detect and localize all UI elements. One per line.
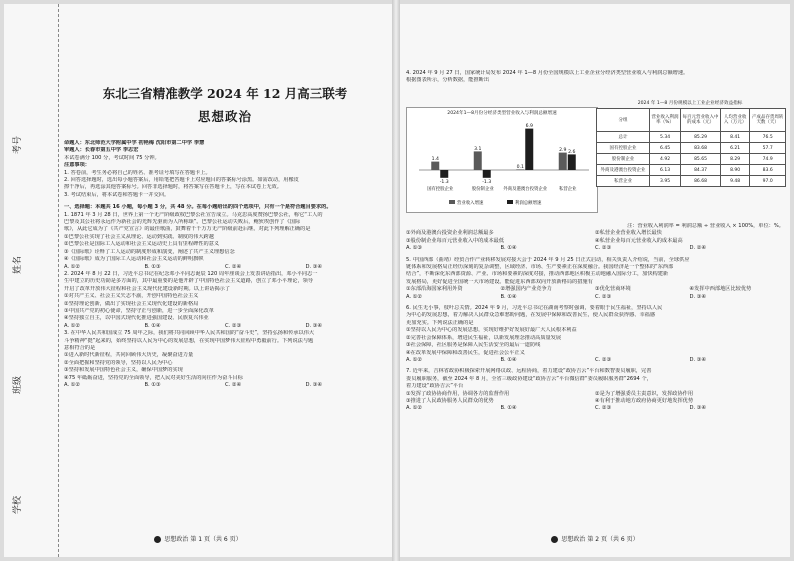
chart-bar: [525, 129, 533, 170]
question-line: ③《国际歌》诠释了工人运动的制度形成和演变，阐述了共产主义理想信念: [64, 248, 235, 255]
note-line: 擦干净后，再选涂其他答案标号。回答非选择题时，将答案写在答题卡上，写在本试卷上无效。: [64, 184, 282, 191]
chart-title: 2024年1—8月份分经济类型营业收入与利润总额增速: [447, 111, 557, 116]
table-cell: 8.29: [720, 154, 749, 165]
option-c: C. ②③: [595, 405, 612, 412]
option-a: A. ①③: [406, 245, 423, 252]
subject-title: 思想政治: [197, 109, 252, 124]
question-line: 委员履职服务，截至 2024 年 8 月，全省三级政协建设“政协吉云”平台微信群“委员履职服务群”2694 个，: [406, 375, 652, 382]
chart-data-label: 6.9: [525, 124, 533, 130]
chart-category-label: 股份制企业: [471, 187, 494, 192]
answer-options: [406, 294, 784, 301]
answer-options: [64, 323, 386, 330]
footer-text: 思想政治 第 2 页（共 6 页）: [561, 536, 639, 543]
option-b: B. ①③: [144, 263, 161, 270]
table-row: [597, 143, 786, 154]
note-line: 2. 回答选择题时，选出每小题答案后，用铅笔把答题卡上对应题目的答案标号涂黑。如需改动，用橡皮: [64, 177, 299, 184]
table-header-row: [597, 109, 786, 132]
answer-options: [406, 357, 784, 364]
chart-data-label: 1.4: [431, 157, 439, 163]
chart-bar: [559, 153, 567, 170]
question-line: ④《国际歌》成为了国际工人运动和社会主义运动的鲜明旗帜: [64, 256, 204, 263]
chart-data-label: 2.6: [568, 149, 576, 155]
margin-label-name: 姓名: [13, 255, 23, 274]
table-cell: 私营企业: [597, 176, 650, 187]
legend-label: 营业收入增速: [457, 200, 484, 206]
statement: ②增强国内产业竞争力: [500, 286, 552, 293]
option-a: A. ①②: [64, 263, 81, 270]
table-cell: 85.65: [681, 154, 721, 165]
chart-bar: [474, 151, 482, 170]
option-d: D. ③④: [305, 263, 323, 270]
page-2-body: [406, 223, 784, 413]
option-c: C. ②④: [225, 382, 242, 388]
option-c: C. ②③: [225, 322, 242, 329]
question-line: ③中国共产党的初心使命，坚持守正与创新，进一步全面深化改革: [64, 307, 214, 314]
question-line: 4. 2024 年 9 月 27 日，国家统计局发布 2024 年 1—8 月份全国规模以上工业企业分经济类型营业收入与利润总额增速。: [406, 70, 689, 76]
table-cell: 5.34: [650, 132, 681, 143]
binding-margin: [4, 4, 59, 557]
logo-icon: [551, 536, 558, 543]
question-line: 2. 2024 年 8 月 22 日，习近平总书记在纪念邓小平同志诞辰 120 周年座谈会上发表讲话指出，邓小平同志一: [64, 270, 318, 277]
table-header-cell: 人均营业收入（万元）: [720, 109, 749, 132]
chart-bar: [440, 170, 448, 178]
table-row: [597, 154, 786, 165]
logo-icon: [154, 536, 161, 543]
page-fold: [392, 0, 400, 561]
question-line: 意相符合的是: [64, 344, 96, 351]
table-cell: 74.9: [750, 154, 786, 165]
q4-statements: [406, 238, 784, 245]
table-title: 2024 年 1—8 月份规模以上工业企业经济效益指标: [637, 101, 743, 106]
question-1: [64, 212, 386, 271]
table-cell: 97.0: [750, 176, 786, 187]
question-line: 1. 1871 年 3 月 28 日，世界上第一个无产阶级政权巴黎公社宣告成立。马克思高度赞扬巴黎公社，称它“工人的: [64, 211, 323, 218]
page-2: [400, 4, 790, 557]
statement: ④发挥中西部地区比较优势: [689, 286, 752, 293]
question-line: 更加充实。下列说法正确的是: [406, 319, 474, 326]
table-cell: 6.13: [650, 165, 681, 176]
option-c: C. ②③: [595, 293, 612, 300]
option-b: B. ①④: [500, 356, 517, 363]
table-cell: 86.68: [681, 176, 721, 187]
chart-bar: [431, 162, 439, 170]
table-cell: 国有控股企业: [597, 143, 650, 154]
option-a: A. ①②: [406, 293, 423, 300]
footer-text: 思想政治 第 1 页（共 6 页）: [164, 536, 242, 543]
question-line: ①进入新时代新征程，共同回顾伟大历史，凝聚奋进力量: [64, 352, 194, 359]
statement: ③推进了人民政协服务人民群众的优势: [406, 397, 494, 404]
option-c: C. ②③: [595, 245, 612, 252]
question-line: ④75 年砥砺奋进，坚持党的全面领导，把人民对美好生活的向往作为奋斗目标: [64, 374, 243, 381]
chart-data-label: -1.3: [439, 179, 449, 185]
chart-data-label: 0.1: [516, 164, 524, 170]
note-line: 3. 考试结束后，将本试卷和答题卡一并交回。: [64, 191, 170, 198]
question-line: 发展格局，更好促进全国统一大市场建设。能促进东西部双向开放新格局的措施有: [406, 278, 593, 285]
table-header-cell: 分组: [597, 109, 650, 132]
efficiency-table: [596, 108, 786, 187]
question-line: ③坚持和发展中国特色社会主义，确保中国梦的实现: [64, 367, 183, 374]
option-b: B. ①④: [500, 245, 517, 252]
chart-data-label: 3.1: [474, 146, 482, 152]
option-d: D. ③④: [305, 382, 323, 388]
answer-options: [406, 405, 784, 412]
table-row: [597, 176, 786, 187]
option-d: D. ③④: [305, 322, 323, 329]
table-cell: 85.29: [681, 132, 721, 143]
question-line: ①对共产主义、社会主义矢志不渝，开创中国特色社会主义: [64, 293, 199, 300]
table-note: 注：营业收入利润率 = 利润总额 ÷ 营业收入 × 100%，单位：%。: [627, 223, 784, 229]
table-cell: 9.48: [720, 176, 749, 187]
question-3: [64, 330, 386, 389]
note-line: 1. 答卷前，考生务必将自己的姓名、准考证号填写在答题卡上。: [64, 169, 211, 176]
question-line: 5. 中国西部（曲靖）经贸合作产业转移发展对接大会于 2024 年 9 月 25 日正式启动，相关负责人介绍说，当前，全球供应: [406, 256, 690, 263]
option-a: A. ①②: [406, 405, 423, 412]
statement: ②是为了增强委员主责意识，发挥政协作用: [595, 390, 694, 397]
question-6: [406, 305, 784, 364]
page-1-footer: [4, 534, 392, 543]
question-2: [64, 271, 386, 330]
question-line: 为中心的发展思想，着力解决人民群众急难愁盼问题，在发展中保障和改善民生，使人民群众获得感、幸福感: [406, 312, 656, 319]
page-1-body: [64, 140, 386, 389]
meta-line: 本试卷满分 100 分，考试时间 75 分钟。: [64, 154, 160, 161]
option-a: A. ①②: [64, 322, 81, 329]
legend-label: 利润总额增速: [515, 200, 542, 206]
table-cell: 3.95: [650, 176, 681, 187]
table-cell: 83.6: [750, 165, 786, 176]
chart-svg: [407, 108, 597, 212]
chart-data-label: -1.3: [482, 179, 492, 185]
option-d: D. ③④: [689, 293, 707, 300]
option-b: B. ①③: [144, 382, 161, 388]
answer-options: [64, 264, 386, 271]
statement: ③社会保障，社区服务是保障人民生活安全的最后一道防线: [406, 342, 541, 349]
option-b: B. ①④: [144, 322, 161, 329]
chart-data-label: 2.9: [559, 148, 567, 154]
table-cell: 8.41: [720, 132, 749, 143]
question-line: 结合”，不断深化东西部资源、产业、市场和要素的深度对接，推动西部地区积极主动地融入国际分工，加快构建新: [406, 271, 669, 278]
table-cell: 股份制企业: [597, 154, 650, 165]
notes-heading: 注意事项：: [64, 162, 90, 169]
question-line: 7. 近年来，吉林省政协积极探索开展网络议政、远程协商，着力建设“政协吉云”平台和数智委员履职，完善: [406, 368, 652, 375]
table-cell: 84.37: [681, 165, 721, 176]
q7-statements: [406, 391, 784, 398]
table-cell: 外商及港澳台投资企业: [597, 165, 650, 176]
question-line: ①巴黎公社实现了社会主义从理论、运动到实践、制度的伟大跨越: [64, 233, 214, 240]
table-cell: 6.21: [720, 143, 749, 154]
question-line: 着力建设“政协吉云”平台: [406, 383, 464, 390]
q5-statements: [406, 286, 784, 293]
question-line: 生中建立的历史功勋是多方面的，其中最重要的是他开辟了中国特色社会主义道路，创立了邓小平理论，领导: [64, 278, 314, 285]
question-7: [406, 368, 784, 412]
table-header-cell: 每百元营业收入中的成本（元）: [681, 109, 721, 132]
table-header-cell: 营业收入利润率（%）: [650, 109, 681, 132]
statement: ①东部沿海国家利用外资: [406, 286, 463, 293]
answer-options: [406, 245, 784, 252]
statement: ④在改革发展中保障和改善民生，促进社会公平正义: [406, 349, 525, 356]
table-header-cell: 产成品存货周转天数（天）: [750, 109, 786, 132]
question-line: 6. 民生无小事，枝叶总关情。2024 年 9 月，习近平总书记在湖南考察时强调，要着眼于民生福祉，坚持以人民: [406, 305, 663, 312]
question-line: ②全面把握和坚持党的领导，坚持以人民为中心: [64, 359, 173, 366]
question-line: 巴黎及其公社将永远作为新社会的光辉先驱而为人所称颂”。巴黎公社运动失败后，鲍狄埃创作了《国际: [64, 219, 301, 226]
chart-category-label: 私营企业: [558, 187, 577, 192]
table-cell: 6.45: [650, 143, 681, 154]
table-cell: 总计: [597, 132, 650, 143]
margin-label-school: 学校: [13, 495, 23, 514]
table-cell: 76.5: [750, 132, 786, 143]
question-line: 根据图表所示，分析数据，能推断出: [406, 77, 490, 84]
statement: ①发挥了政协协商作用，协调各方的监督作用: [406, 390, 510, 397]
question-line: 开启了改革开放伟大征程和社会主义现代化建设新时期。以上讲话揭示了: [64, 285, 231, 292]
question-line: 歌》，从此它成为了《共产党宣言》的最佳歌曲，鼓舞着千千万万无产阶级前赴后继。对此下列理解正确的是: [64, 226, 311, 233]
section-heading: 一、选择题：本题共 16 小题，每小题 3 分，共 48 分。在每小题给出的四个选项中，只有一个是符合题目要求的。: [64, 204, 332, 211]
chart-bar: [483, 170, 491, 178]
chart-category-label: 外商及港澳台投资企业: [503, 187, 548, 192]
statement: ④有利于推动地方政府协商更好地发挥优势: [595, 397, 694, 404]
q4-statements: [406, 230, 784, 237]
table-cell: 4.92: [650, 154, 681, 165]
option-c: C. ②③: [595, 356, 612, 363]
option-b: B. ①④: [500, 405, 517, 412]
statement: ①外商及港澳台投资企业利润总额最多: [406, 230, 494, 237]
page-2-footer: [400, 534, 790, 543]
table-cell: 8.90: [720, 165, 749, 176]
statement: ①坚持以人民为中心的发展思想，实现好维护好发展好最广大人民根本利益: [406, 327, 577, 334]
statement: ④私营企业每百元营业收入的成本最高: [595, 237, 683, 244]
margin-label-exam-number: 考号: [13, 135, 23, 154]
option-d: D. ③④: [689, 356, 707, 363]
growth-bar-chart: [406, 107, 598, 213]
chart-bar: [568, 154, 576, 170]
question-5: [406, 257, 784, 301]
statement: ③股份制企业每百元营业收入中的成本最低: [406, 237, 505, 244]
statement: ②完善社会保障体系，增进民生福祉，以新发展理念推动高质量发展: [406, 334, 562, 341]
meta-line: 审题人：长春市第五中学 李志宏: [64, 147, 139, 154]
page-1: [4, 4, 392, 557]
table-cell: 57.7: [750, 143, 786, 154]
question-line: 3. 在中华人民共和国成立 75 周年之际，我们将共同回顾中华人民共和国的“奋斗史”，坚持弘扬和传承以伟大: [64, 330, 315, 337]
option-b: B. ①④: [500, 293, 517, 300]
option-a: A. ①②: [64, 382, 81, 388]
q7-statements: [406, 398, 784, 405]
question-line: ②坚持理论创新，做出了实现社会主义现代化建设的新格局: [64, 300, 199, 307]
question-line: 斗争精神“挺”起来的，始终坚持以人民为中心的发展思想，在实现中国梦伟大征程中勇毅前行。下列说法与题: [64, 337, 314, 344]
table-cell: 83.68: [681, 143, 721, 154]
exam-title: 东北三省精准教学 2024 年 12 月高三联考: [102, 86, 348, 101]
margin-label-class: 班级: [13, 375, 23, 394]
statement: ②私营企业营业收入增长最快: [595, 230, 662, 237]
question-line: ④坚持独立自主，以中国式现代化推进强国建设、民族复兴伟业: [64, 315, 209, 322]
statement: ③优化营商环境: [595, 286, 631, 293]
chart-category-label: 国有控股企业: [427, 187, 454, 192]
option-d: D. ③④: [689, 405, 707, 412]
question-line: 链体系和发展格局正经历深刻的复杂调整，区域经济、市场、生产要素正在深度融合。我国经济是一个整体的“东西部: [406, 264, 674, 271]
meta-line: 命题人：东北师范大学附属中学 初艳梅 沈阳市第二中学 李慧: [64, 140, 205, 146]
answer-options: [64, 382, 386, 389]
question-line: ②巴黎公社是国际工人运动和社会主义运动史上具有里程碑性的意义: [64, 241, 220, 248]
legend-swatch: [449, 200, 455, 204]
table-row: [597, 165, 786, 176]
option-c: C. ②④: [225, 263, 242, 270]
option-a: A. ①②: [406, 356, 423, 363]
option-d: D. ②④: [689, 245, 707, 252]
table-row: [597, 132, 786, 143]
q4-stem: [406, 70, 784, 85]
legend-swatch: [507, 200, 513, 204]
